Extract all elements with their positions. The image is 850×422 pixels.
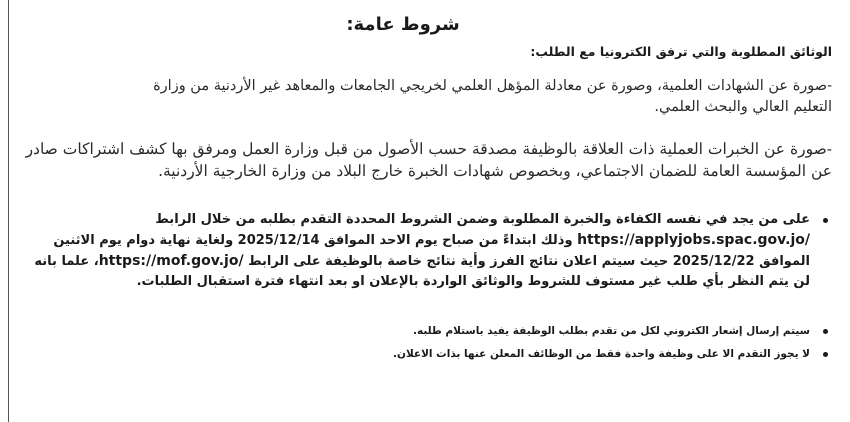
experience-paragraph: -صورة عن الخبرات العملية ذات العلاقة بالوظيفة مصدقة حسب الأصول من قبل وزارة العمل ومرفق بها كشف اشتراكات صادر عن المؤسسة العامة للضمان الاجتماعي، وبخصوص شهادات الخبرة خارج البلاد من وزارة الخارجية الأردنية.	[25, 140, 832, 180]
list-item: سيتم إرسال إشعار الكتروني لكل من تقدم بطلب الوظيفة يفيد باستلام طلبه.	[32, 322, 832, 341]
apply-link[interactable]: https://applyjobs.spac.gov.jo/	[577, 232, 810, 248]
list-item: لا يجوز التقدم الا على وظيفة واحدة فقط من الوظائف المعلن عنها بذات الاعلان.	[32, 345, 832, 364]
notes-list	[32, 322, 832, 368]
certificates-paragraph: -صورة عن الشهادات العلمية، وصورة عن معادلة المؤهل العلمي لخريجي الجامعات والمعاهد غير الأردنية من وزارة التعليم العالي والبحث العلمي.	[153, 78, 832, 115]
page-border-line	[8, 0, 9, 422]
list-item	[22, 210, 832, 292]
instruction-text-2: وذلك ابتداءً من صباح يوم الاحد الموافق 2025/12/14 ولغاية نهاية دوام يوم الاثنين الموافق 2025/12/22 حيث سيتم اعلان نتائج الفرز وأية نتائج خاصة بالوظيفة على الرابط	[53, 233, 810, 269]
document-body	[14, 0, 832, 422]
instruction-text-1: على من يجد في نفسه الكفاءة والخبرة المطلوبة وضمن الشروط المحددة التقدم بطلبه من خلال الرابط	[155, 212, 810, 227]
section-title: شروط عامة:	[346, 14, 460, 35]
results-link[interactable]: https://mof.gov.jo/	[98, 253, 244, 269]
instruction-text-3: ، علما بانه لن يتم النظر بأي طلب غير مستوف للشروط والوثائق الواردة بالإعلان او بعد انتهاء فترة استقبال الطلبات.	[34, 254, 810, 289]
required-documents-heading: الوثائق المطلوبة والتي ترفق الكترونيا مع الطلب:	[530, 44, 832, 59]
application-instructions-list	[22, 210, 832, 292]
